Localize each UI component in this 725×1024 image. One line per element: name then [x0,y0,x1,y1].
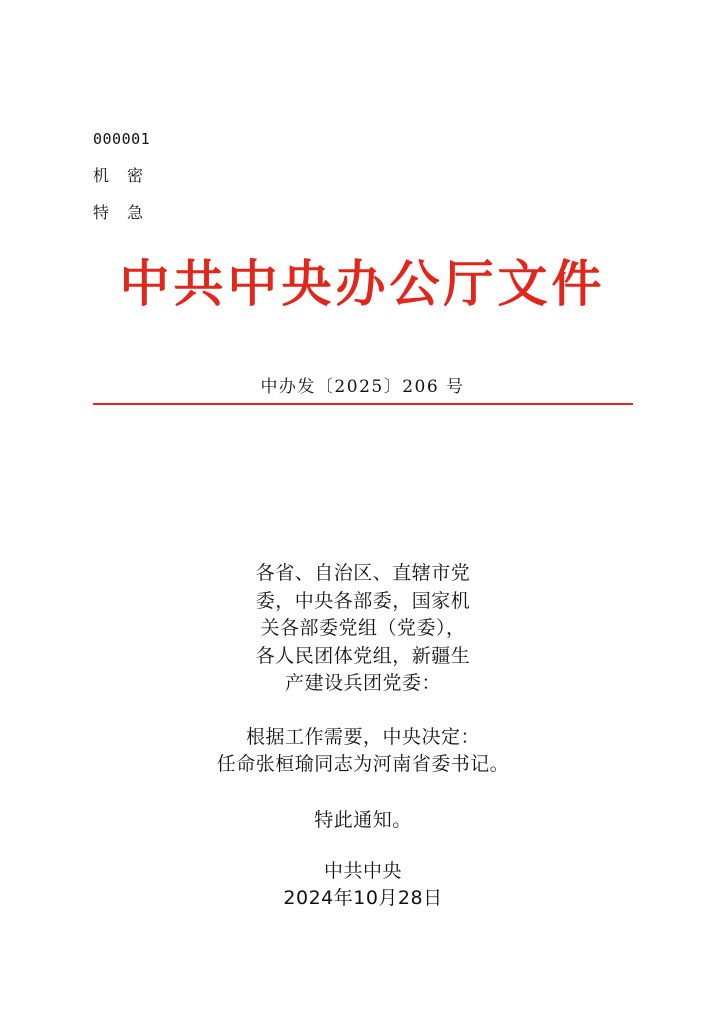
addressee-line: 关各部委党组（党委）， [260,617,466,640]
body-paragraph [93,724,633,779]
addressee-line: 委，中央各部委，国家机 [255,589,471,612]
addressee-line: 各省、自治区、直辖市党 [255,562,471,584]
body-line: 任命张桓瑜同志为河南省委书记。 [216,753,510,776]
secrecy-level: 机 密 [93,166,145,185]
body-line: 根据工作需要，中央决定： [245,725,480,748]
document-number: 中办发〔2025〕206 号 [260,377,465,397]
document-header-meta [93,132,393,221]
urgency-level: 特 急 [93,203,145,222]
red-separator-rule [93,403,633,405]
document-body [93,560,633,913]
issue-date: 2024年10月28日 [283,887,443,910]
signature-block [93,858,633,913]
masthead [0,256,725,311]
issuer-name: 中共中央 [323,859,402,882]
addressee-block [256,560,471,698]
addressee-line: 各人民团体党组，新疆生 [255,644,471,667]
masthead-title: 中共中央办公厅文件 [119,254,606,313]
closing-statement: 特此通知。 [314,808,412,831]
addressee-line: 产建设兵团党委： [284,672,441,695]
serial-number: 000001 [93,130,151,148]
